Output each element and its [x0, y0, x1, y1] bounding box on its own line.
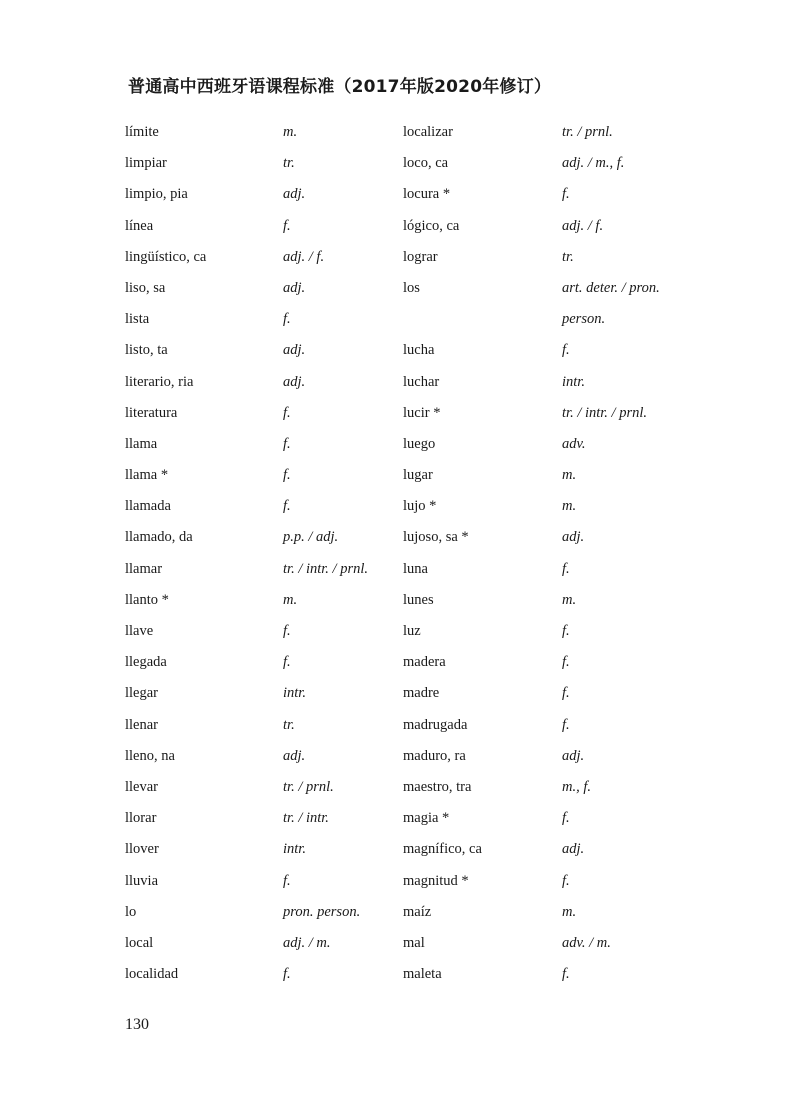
- pos-left: intr.: [283, 841, 306, 858]
- word-left: local: [125, 934, 154, 951]
- word-left: llamado, da: [125, 529, 193, 546]
- vocab-row: [0, 405, 800, 436]
- word-left: lluvia: [125, 872, 159, 889]
- pos-right: m., f.: [562, 778, 591, 795]
- pos-right: adj.: [562, 841, 585, 858]
- pos-right: m.: [562, 903, 577, 920]
- pos-right: tr. / intr. / prnl.: [562, 404, 648, 421]
- word-left: llama *: [125, 467, 169, 484]
- vocab-row: [0, 529, 800, 560]
- word-right: maduro, ra: [403, 747, 466, 764]
- pos-left: f.: [283, 623, 291, 639]
- word-left: llorar: [125, 810, 157, 827]
- pos-right: f.: [562, 810, 570, 827]
- page-number: 130: [125, 1016, 149, 1033]
- vocab-row: [0, 685, 800, 716]
- vocab-row: [0, 654, 800, 685]
- pos-right: f.: [562, 186, 570, 203]
- word-right: madre: [403, 685, 440, 702]
- pos-right: adj. / m., f.: [562, 155, 625, 172]
- word-left: llamar: [125, 560, 163, 577]
- word-right: luchar: [403, 373, 440, 390]
- vocab-row: [0, 155, 800, 186]
- pos-right: adj.: [562, 747, 585, 764]
- pos-right: adj.: [562, 529, 585, 546]
- vocab-row: [0, 436, 800, 467]
- word-left: lleno, na: [125, 747, 175, 764]
- word-left: literario, ria: [125, 373, 194, 390]
- word-right: lucir *: [403, 404, 441, 421]
- pos-right: f.: [562, 872, 570, 889]
- word-right: luego: [403, 435, 436, 452]
- pos-left: f.: [283, 467, 291, 484]
- pos-left: p.p. / adj.: [283, 529, 339, 546]
- pos-left: tr. / intr.: [283, 810, 329, 827]
- word-left: llover: [125, 841, 159, 858]
- vocab-row: [0, 498, 800, 529]
- pos-right: f.: [562, 716, 570, 733]
- word-right: luz: [403, 623, 421, 639]
- pos-right: f.: [562, 654, 570, 671]
- word-left: llave: [125, 623, 154, 639]
- word-right: los: [403, 279, 420, 296]
- vocab-row: [0, 904, 800, 935]
- word-left: limpiar: [125, 155, 167, 172]
- pos-left: adj.: [283, 342, 306, 359]
- vocab-row: [0, 374, 800, 405]
- vocab-row: [0, 218, 800, 249]
- pos-right: f.: [562, 966, 570, 983]
- vocabulary-table: [0, 124, 800, 997]
- pos-left: adj. / m.: [283, 934, 331, 951]
- pos-left: f.: [283, 872, 291, 889]
- vocab-row: [0, 249, 800, 280]
- word-right: madera: [403, 654, 446, 671]
- pos-right: f.: [562, 560, 570, 577]
- vocab-row: [0, 561, 800, 592]
- pos-left: adj.: [283, 279, 306, 296]
- pos-left: tr. / intr. / prnl.: [283, 560, 369, 577]
- pos-left: adj. / f.: [283, 248, 325, 265]
- word-left: liso, sa: [125, 279, 166, 296]
- pos-left: f.: [283, 654, 291, 671]
- word-right: maestro, tra: [403, 778, 472, 795]
- word-left: llanto *: [125, 591, 169, 608]
- word-right: maíz: [403, 903, 432, 920]
- word-right: lunes: [403, 591, 434, 608]
- word-right: luna: [403, 560, 428, 577]
- word-left: listo, ta: [125, 342, 168, 359]
- word-right: magnífico, ca: [403, 841, 482, 858]
- vocab-row: [0, 873, 800, 904]
- word-right: madrugada: [403, 716, 468, 733]
- word-right: lógico, ca: [403, 217, 460, 234]
- pos-left: f.: [283, 498, 291, 515]
- pos-left: tr. / prnl.: [283, 778, 334, 795]
- pos-right: person.: [562, 311, 606, 328]
- pos-right: art. deter. / pron.: [562, 279, 660, 296]
- vocab-row: [0, 311, 800, 342]
- pos-left: adj.: [283, 373, 306, 390]
- word-right: lujoso, sa *: [403, 529, 469, 546]
- pos-right: tr. / prnl.: [562, 124, 613, 140]
- pos-right: adv. / m.: [562, 934, 611, 951]
- vocab-row: [0, 124, 800, 155]
- word-left: línea: [125, 217, 154, 234]
- page-title: 普通高中西班牙语课程标准（2017年版2020年修订）: [128, 77, 552, 97]
- pos-left: f.: [283, 435, 291, 452]
- word-right: localizar: [403, 124, 453, 140]
- word-left: límite: [125, 124, 159, 140]
- word-left: llama: [125, 435, 158, 452]
- word-right: lucha: [403, 342, 435, 359]
- pos-left: adj.: [283, 186, 306, 203]
- pos-right: tr.: [562, 248, 574, 265]
- pos-right: intr.: [562, 373, 585, 390]
- pos-left: pron. person.: [283, 903, 361, 920]
- word-left: llevar: [125, 778, 159, 795]
- vocab-row: [0, 779, 800, 810]
- vocab-row: [0, 467, 800, 498]
- vocab-row: [0, 280, 800, 311]
- word-left: llenar: [125, 716, 159, 733]
- vocab-row: [0, 717, 800, 748]
- vocab-row: [0, 841, 800, 872]
- pos-right: f.: [562, 685, 570, 702]
- word-left: lista: [125, 311, 150, 328]
- pos-left: m.: [283, 591, 298, 608]
- pos-left: tr.: [283, 155, 295, 172]
- vocab-row: [0, 935, 800, 966]
- pos-right: adv.: [562, 435, 586, 452]
- word-right: mal: [403, 934, 425, 951]
- pos-right: f.: [562, 342, 570, 359]
- word-right: loco, ca: [403, 155, 449, 172]
- pos-left: f.: [283, 404, 291, 421]
- vocab-row: [0, 623, 800, 654]
- pos-left: adj.: [283, 747, 306, 764]
- word-left: localidad: [125, 966, 179, 983]
- pos-left: intr.: [283, 685, 306, 702]
- pos-left: m.: [283, 124, 298, 140]
- pos-right: m.: [562, 498, 577, 515]
- vocab-row: [0, 186, 800, 217]
- word-right: maleta: [403, 966, 442, 983]
- word-right: lujo *: [403, 498, 437, 515]
- vocab-row: [0, 748, 800, 779]
- word-left: lingüístico, ca: [125, 248, 207, 265]
- word-left: lo: [125, 903, 137, 920]
- vocab-row: [0, 810, 800, 841]
- word-left: llegada: [125, 654, 167, 671]
- pos-left: tr.: [283, 716, 295, 733]
- word-left: limpio, pia: [125, 186, 188, 203]
- pos-right: m.: [562, 591, 577, 608]
- word-right: lugar: [403, 467, 433, 484]
- word-left: llamada: [125, 498, 171, 515]
- word-right: magnitud *: [403, 872, 469, 889]
- word-right: locura *: [403, 186, 451, 203]
- pos-left: f.: [283, 217, 291, 234]
- pos-left: f.: [283, 966, 291, 983]
- word-right: lograr: [403, 248, 438, 265]
- vocab-row: [0, 342, 800, 373]
- pos-left: f.: [283, 311, 291, 328]
- pos-right: adj. / f.: [562, 217, 604, 234]
- vocab-row: [0, 966, 800, 997]
- word-left: llegar: [125, 685, 159, 702]
- pos-right: f.: [562, 623, 570, 639]
- pos-right: m.: [562, 467, 577, 484]
- word-left: literatura: [125, 404, 178, 421]
- word-right: magia *: [403, 810, 450, 827]
- vocab-row: [0, 592, 800, 623]
